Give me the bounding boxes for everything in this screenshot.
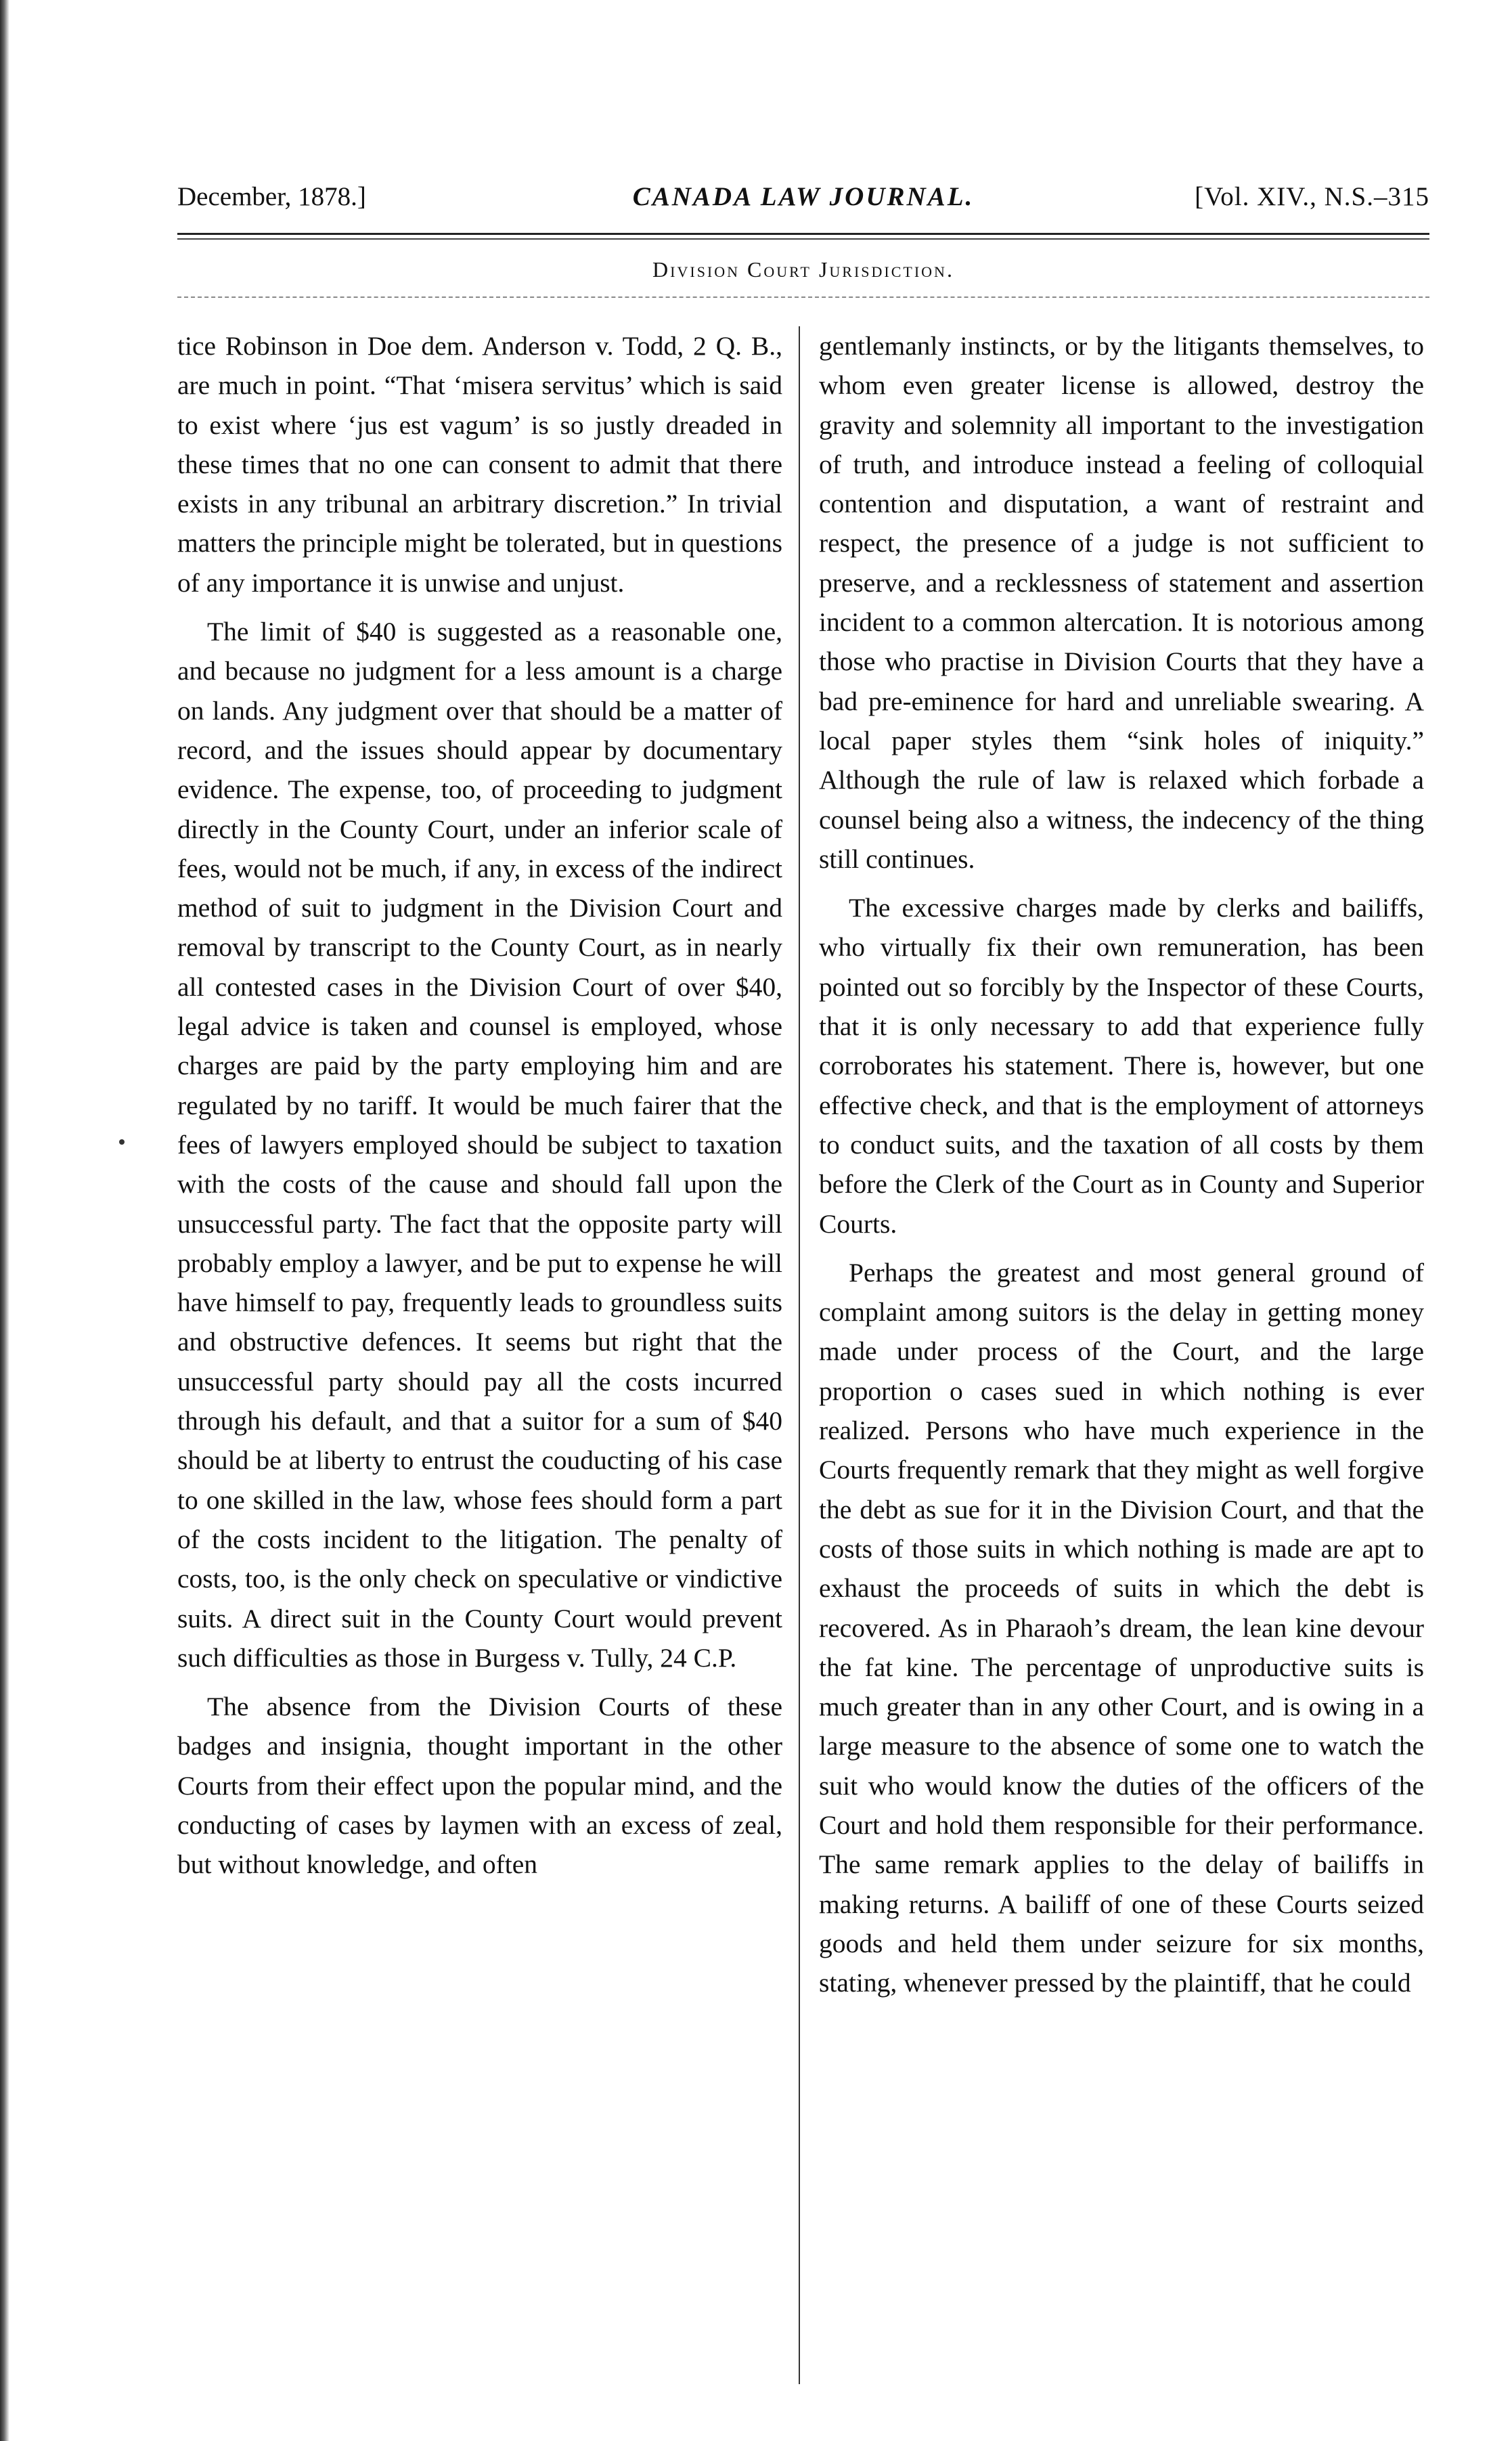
- margin-mark: [119, 1139, 125, 1145]
- paragraph: The limit of $40 is suggested as a reasonable one, and because no judgment for a less amount is a charge on lands. Any judgment over that should be a matter of record, and the issues should appear by documentary evidence. The expense, too, of proceeding to judgment directly in the County Court, under an inferior scale of fees, would not be much, if any, in excess of the indirect method of suit to judgment in the Division Court and removal by transcript to the County Court, as in nearly all contested cases in the Division Court of over $40, legal advice is taken and counsel is employed, whose charges are paid by the party employing him and are regulated by no tariff. It would be much fairer that the fees of lawyers employed should be subject to taxation with the costs of the cause and should fall upon the unsuccessful party. The fact that the opposite party will probably employ a lawyer, and be put to expense he will have himself to pay, frequently leads to groundless suits and obstructive defences. It seems but right that the unsuccessful party should pay all the costs incurred through his default, and that a suitor for a sum of $40 should be at liberty to entrust the couducting of his case to one skilled in the law, whose fees should form a part of the costs incident to the litigation. The penalty of costs, too, is the only check on speculative or vindictive suits. A direct suit in the County Court would prevent such difficulties as those in Burgess v. Tully, 24 C.P.: [177, 617, 782, 1673]
- page-binding-edge: [0, 0, 9, 2441]
- paragraph: tice Robinson in Doe dem. Anderson v. Todd, 2 Q. B., are much in point. “That ‘misera servitus’ which is said to exist where ‘jus est vagum’ is so justly dreaded in these times that no one can consent to admit that there exists in any tribunal an arbitrary discretion.” In trivial matters the principle might be tolerated, but in questions of any importance it is unwise and unjust.: [177, 331, 782, 598]
- column-divider: [799, 326, 800, 2384]
- paragraph: gentlemanly instincts, or by the litigants themselves, to whom even greater license is allowed, destroy the gravity and solemnity all important to the investigation of truth, and introduce instead a feeling of colloquial contention and disputation, a want of restraint and respect, the presence of a judge is not sufficient to preserve, and a recklessness of statement and assertion incident to a common altercation. It is notorious among those who practise in Division Courts that they have a bad pre-eminence for hard and unreliable swearing. A local paper styles them “sink holes of iniquity.” Although the rule of law is relaxed which forbade a counsel being also a witness, the indecency of the thing still continues.: [819, 331, 1424, 874]
- header-rule: [177, 233, 1429, 235]
- section-rule: [177, 296, 1429, 298]
- paragraph: Perhaps the greatest and most general ground of complaint among suitors is the delay in getting money made under process of the Court, and the large proportion o cases sued in which nothing is ever realized. Persons who have much experience in the Courts frequently remark that they might as well forgive the debt as sue for it in the Division Court, and that the costs of those suits in which nothing is made are apt to exhaust the proceeds of suits in which the debt is recovered. As in Pharaoh’s dream, the lean kine devour the fat kine. The percentage of unproductive suits is much greater than in any other Court, and is owing in a large measure to the absence of some one to watch the suit who would know the duties of the officers of the Court and hold them responsible for their performance. The same remark applies to the delay of bailiffs in making returns. A bailiff of one of these Courts seized goods and held them under seizure for six months, stating, whenever pressed by the plaintiff, that he could: [819, 1257, 1424, 1998]
- section-title: Division Court Jurisdiction.: [652, 257, 954, 282]
- header-date: December, 1878.]: [177, 182, 366, 211]
- paragraph: The absence from the Division Courts of these badges and insignia, thought important in the other Courts from their effect upon the popular mind, and the conducting of cases by laymen with an excess of zeal, but without knowledge, and often: [177, 1692, 782, 1880]
- header-rule-double: [177, 238, 1429, 240]
- left-column: [177, 326, 782, 1885]
- running-header: [177, 181, 1429, 222]
- header-journal-title: CANADA LAW JOURNAL.: [632, 182, 975, 211]
- right-column: [819, 326, 1424, 2002]
- header-volume-page: [Vol. XIV., N.S.–315: [1195, 182, 1429, 211]
- paragraph: The excessive charges made by clerks and bailiffs, who virtually fix their own remuneration, has been pointed out so forcibly by the Inspector of these Courts, that it is only necessary to add that experience fully corroborates his statement. There is, however, but one effective check, and that is the employment of attorneys to conduct suits, and the taxation of all costs by them before the Clerk of the Court as in County and Superior Courts.: [819, 893, 1424, 1239]
